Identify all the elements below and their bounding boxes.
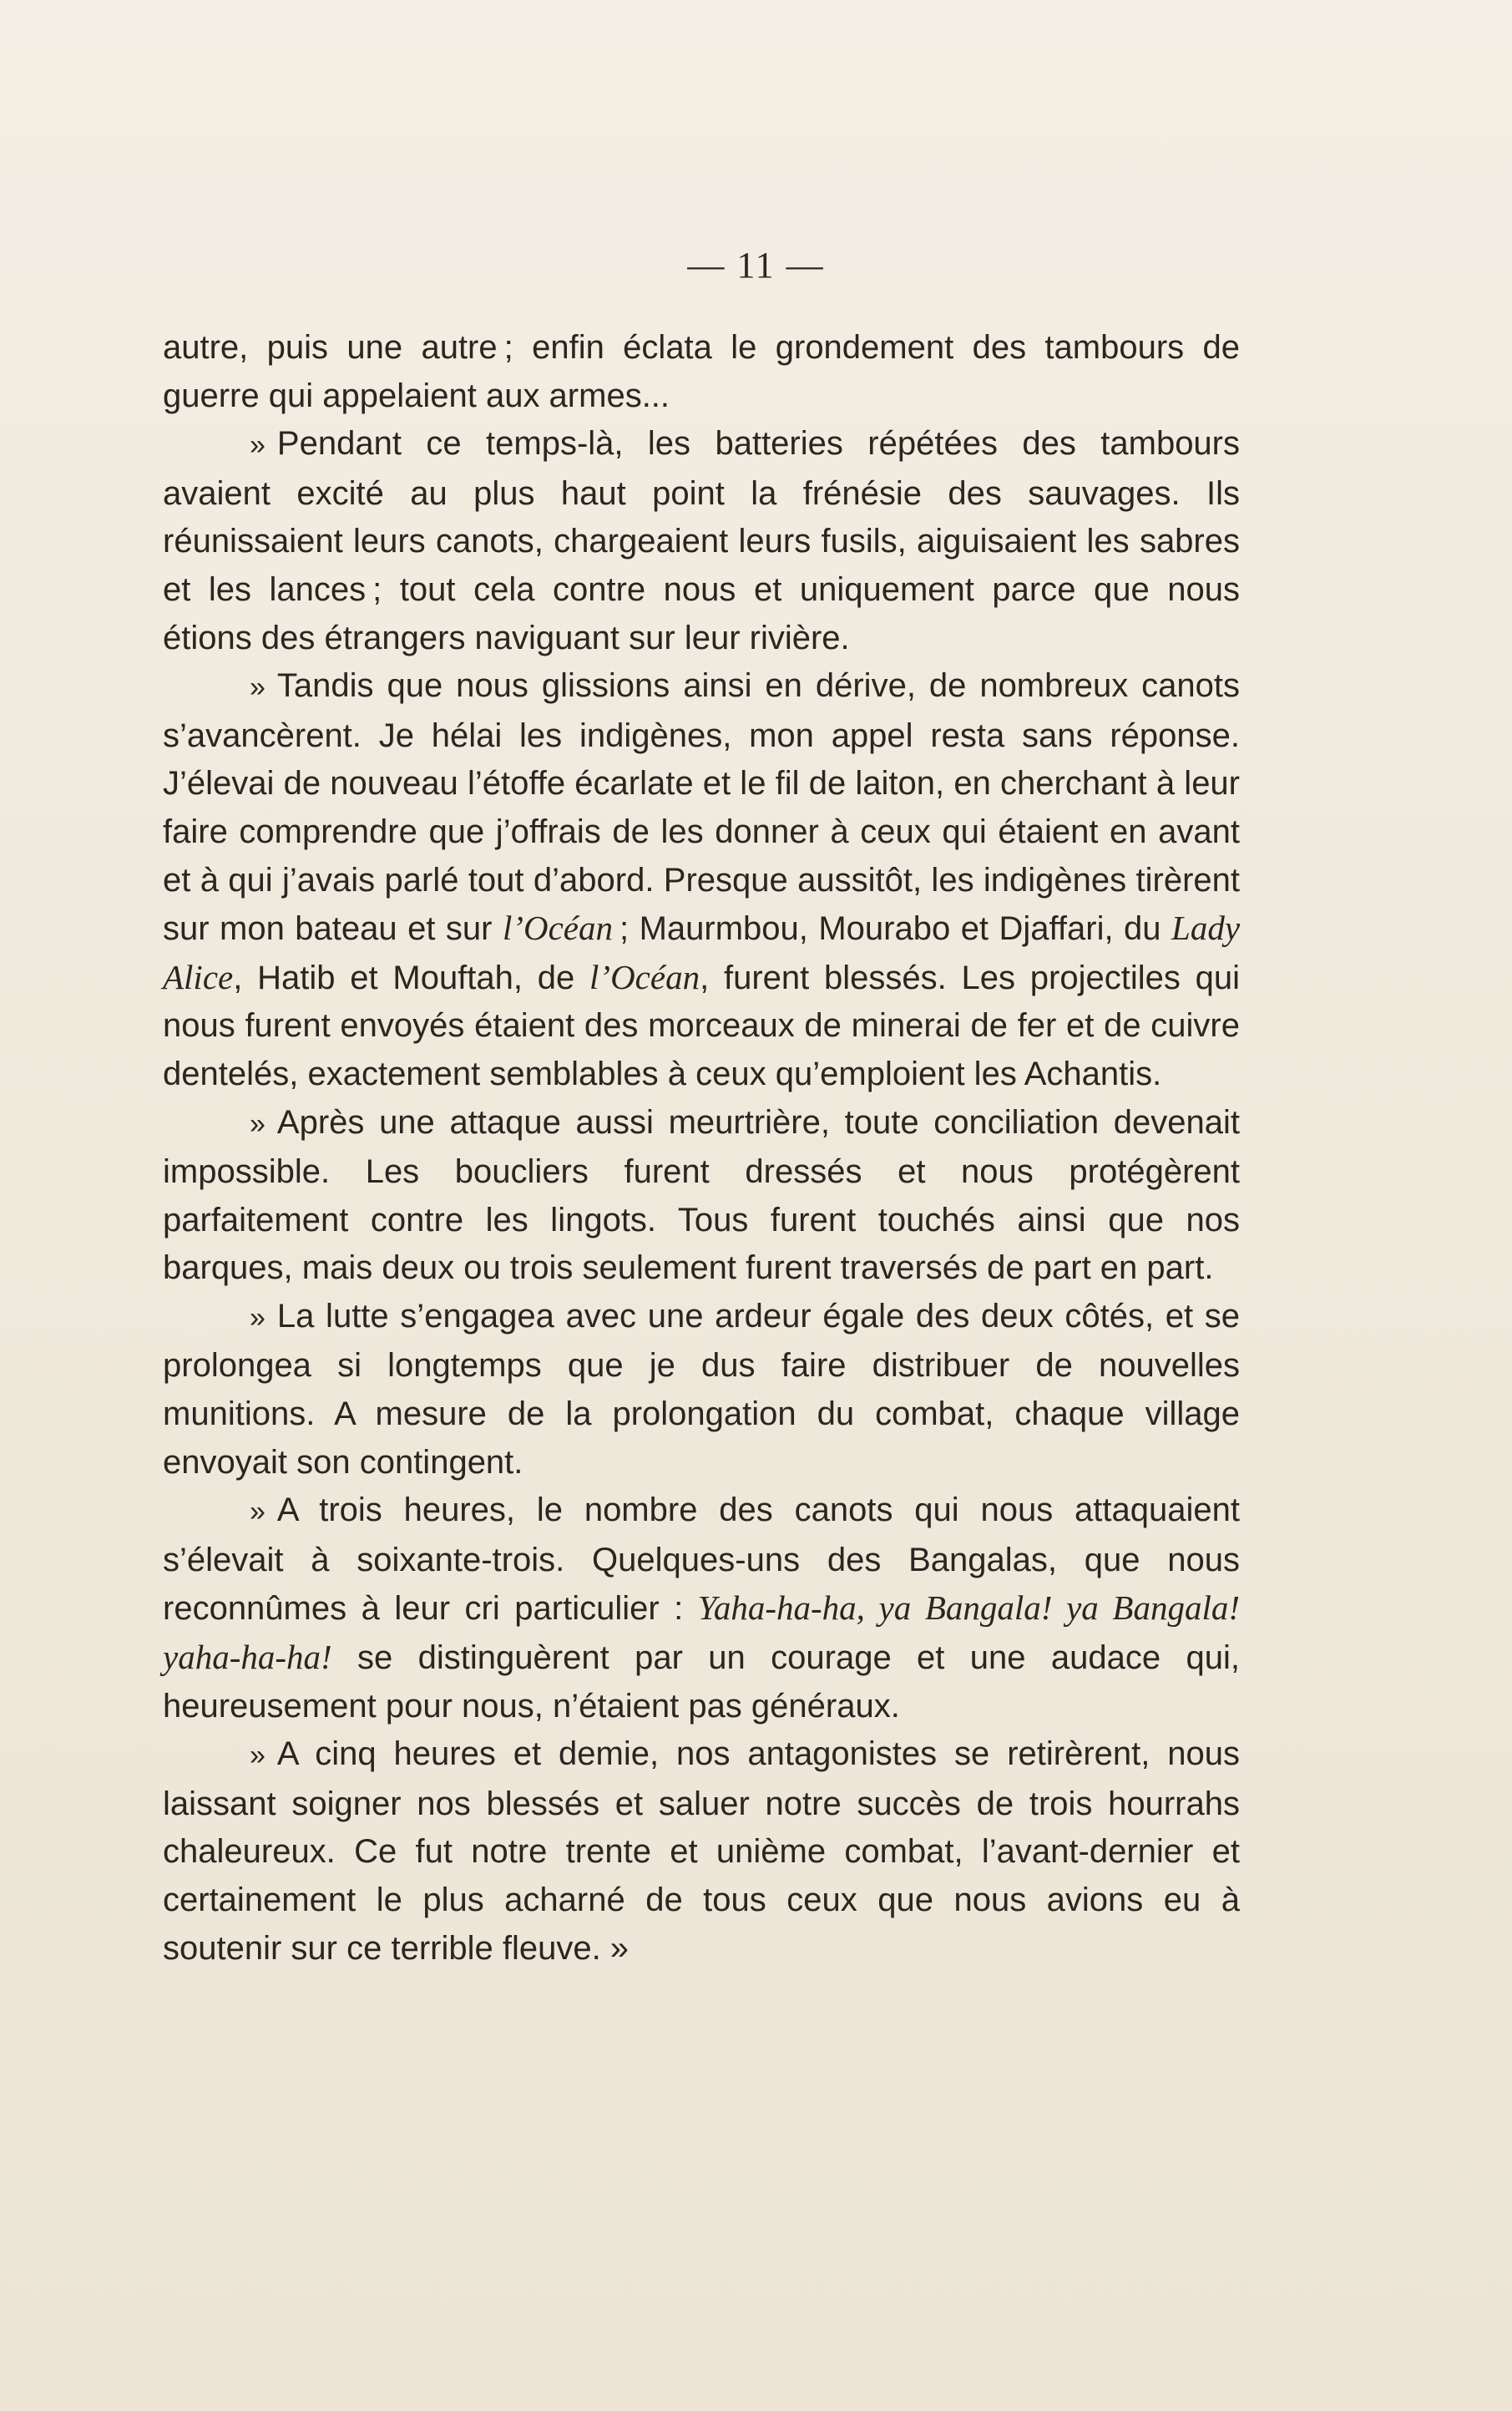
text-segment: autre, puis une autre ; enfin éclata le grondement des tambours de guerre qui appelaient aux armes... (163, 329, 1240, 414)
text-segment: Pendant ce temps-là, les batteries répétées des tambours avaient excité au plus haut point la frénésie des sauvages. Ils réunissaient leurs canots, chargeaient leurs fusils, aiguisaient les sabres et les lances ; tout cela contre nous et uniquement parce que nous étions des étrangers naviguant sur leur rivière. (163, 425, 1240, 656)
text-segment: Après une attaque aussi meurtrière, toute conciliation devenait impossible. Les boucliers furent dressés et nous protégèrent parfaitement contre les lingots. Tous furent touchés ainsi que nos barques, mais deux ou trois seulement furent traversés de part en part. (163, 1103, 1240, 1287)
text-segment: A trois heures, le nombre des canots qui nous attaquaient s’élevait à soixante-trois. Quelques-uns des Bangalas, que nous reconnûmes à leur cri particulier : (163, 1492, 1240, 1628)
text-segment: A cinq heures et demie, nos antagonistes se retirèrent, nous laissant soigner nos blessés et saluer notre succès de trois hourrahs chaleureux. Ce fut notre trente et unième combat, l’avant-dernier et certainement le plus acharné de tous ceux que nous avions eu à soutenir sur ce terrible fleuve. » (163, 1735, 1240, 1967)
paragraph (163, 1487, 1240, 1730)
quote-mark: » (250, 1107, 265, 1140)
italic-text: Lady Alice (163, 909, 1241, 996)
paragraph (163, 324, 1240, 420)
text-segment: se distinguèrent par un courage et une audace qui, heureusement pour nous, n’étaient pas généraux. (163, 1639, 1240, 1725)
paragraph (163, 420, 1240, 662)
text-segment: La lutte s’engagea avec une ardeur égale des deux côtés, et se prolongea si longtemps que je dus faire distribuer de nouvelles munitions. A mesure de la prolongation du combat, chaque village envoyait son contingent. (163, 1297, 1240, 1481)
italic-text: l’Océan (502, 909, 614, 948)
quote-mark: » (250, 1496, 265, 1528)
page-number: — 11 — (687, 245, 825, 286)
paragraph (163, 1730, 1240, 1973)
text-segment: , Hatib et Mouftah, de (233, 959, 590, 996)
italic-text: Yaha-ha-ha, ya Bangala! ya Bangala! yaha-ha-ha! (163, 1588, 1240, 1677)
quote-mark: » (250, 671, 265, 704)
paragraph (163, 662, 1240, 1098)
quote-mark: » (250, 429, 265, 462)
body-text (163, 324, 1240, 1973)
text-segment: , furent blessés. Les projectiles qui nous furent envoyés étaient des morceaux de minerai de fer et de cuivre dentelés, exactement semblables à ceux qu’emploient les Achantis. (163, 959, 1240, 1092)
paragraph (163, 1099, 1240, 1293)
paragraph (163, 1293, 1240, 1487)
text-segment: Tandis que nous glissions ainsi en dérive, de nombreux canots s’avancèrent. Je hélai les indigènes, mon appel resta sans réponse. J’élevai de nouveau l’étoffe écarlate et le fil de laiton, en cherchant à leur faire comprendre que j’offrais de les donner à ceux qui étaient en avant et à qui j’avais parlé tout d’abord. Presque aussitôt, les indigènes tirèrent sur mon bateau et sur (163, 667, 1240, 948)
quote-mark: » (250, 1740, 265, 1772)
text-segment: ; Maurmbou, Mourabo et Djaffari, du (613, 910, 1172, 948)
italic-text: l’Océan (589, 957, 700, 996)
quote-mark: » (250, 1301, 265, 1334)
